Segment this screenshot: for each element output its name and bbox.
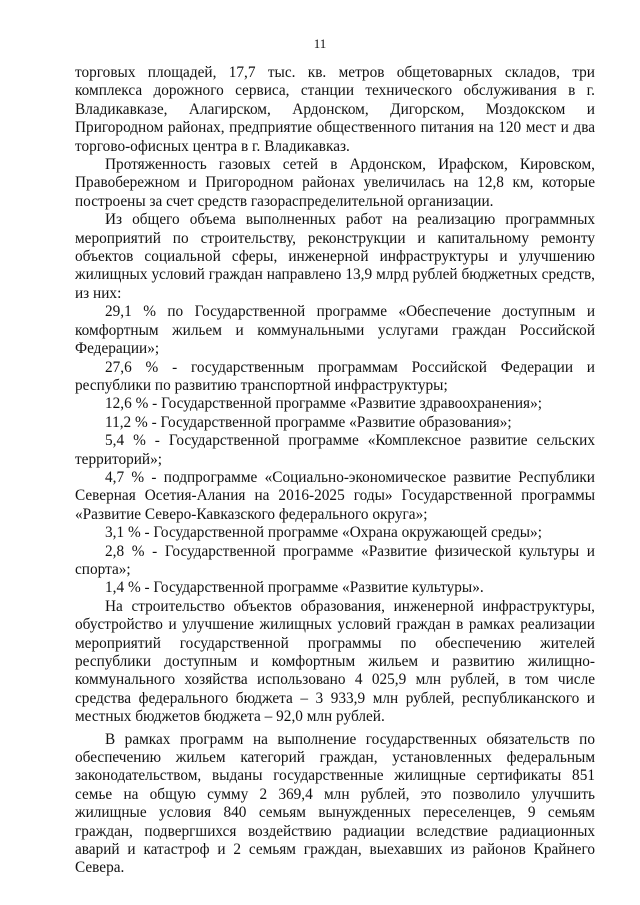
list-item-sport: 2,8 % - Государственной программе «Развитие физической культуры и спорта»; <box>75 542 595 578</box>
list-item-rural: 5,4 % - Государственной программе «Комплексное развитие сельских территорий»; <box>75 432 595 468</box>
list-item-transport: 27,6 % - государственным программам Российской Федерации и республики по развитию транспортной инфраструктуры; <box>75 358 595 394</box>
page-number: 11 <box>313 36 327 51</box>
list-item-healthcare: 12,6 % - Государственной программе «Развитие здравоохранения»; <box>105 395 542 413</box>
paragraph-construction: На строительство объектов образования, инженерной инфраструктуры, обустройство и улучшение жилищных условий граждан в рамках реализации мероприятий государственной программы по обеспечению жителей республики доступным и комфортным жильем и развитию жилищно-коммунального хозяйства использовано 4 025,9 млн рублей, в том числе средства федерального бюджета – 3 933,9 млн рублей, республиканского и местных бюджетов бюджета – 92,0 млн рублей. <box>75 597 595 726</box>
list-item-culture: 1,4 % - Государственной программе «Развитие культуры». <box>105 579 484 597</box>
paragraph-trade-facilities: торговых площадей, 17,7 тыс. кв. метров общетоварных складов, три комплекса дорожного сервиса, станции технического обслуживания в г. Владикавказе, Алагирском, Ардонском, Дигорском, Моздокском и Пригородном районах, предприятие общественного питания на 120 мест и два торгово-офисных центра в г. Владикавказ. <box>75 64 595 155</box>
paragraph-housing-certificates: В рамках программ на выполнение государственных обязательств по обеспечению жильем категорий граждан, установленных федеральным законодательством, выданы государственные жилищные сертификаты 851 семье на общую сумму 2 369,4 млн рублей, это позволило улучшить жилищные условия 840 семьям вынужденных переселенцев, 9 семьям граждан, подвергшихся воздействию радиации вследствие радиационных аварий и катастроф и 2 семьям граждан, выехавших из районов Крайнего Севера. <box>75 730 595 877</box>
list-item-education: 11,2 % - Государственной программе «Развитие образования»; <box>105 413 512 431</box>
list-item-housing: 29,1 % по Государственной программе «Обеспечение доступным и комфортным жильем и коммунальными услугами граждан Российской Федерации»; <box>75 303 595 358</box>
paragraph-budget-total: Из общего объема выполненных работ на реализацию программных мероприятий по строительству, реконструкции и капитальному ремонту объектов социальной сферы, инженерной инфраструктуры и улучшению жилищных условий граждан направлено 13,9 млрд рублей бюджетных средств, из них: <box>75 211 595 302</box>
document-body <box>75 64 595 878</box>
list-item-north-caucasus: 4,7 % - подпрограмме «Социально-экономическое развитие Республики Северная Осетия-Алания на 2016-2025 годы» Государственной программы «Развитие Северо-Кавказского федерального округа»; <box>75 468 595 523</box>
list-item-environment: 3,1 % - Государственной программе «Охрана окружающей среды»; <box>105 524 542 542</box>
paragraph-gas-networks: Протяженность газовых сетей в Ардонском, Ирафском, Кировском, Правобережном и Пригородном районах увеличилась на 12,8 км, которые построены за счет средств газораспределительной организации. <box>75 156 595 210</box>
